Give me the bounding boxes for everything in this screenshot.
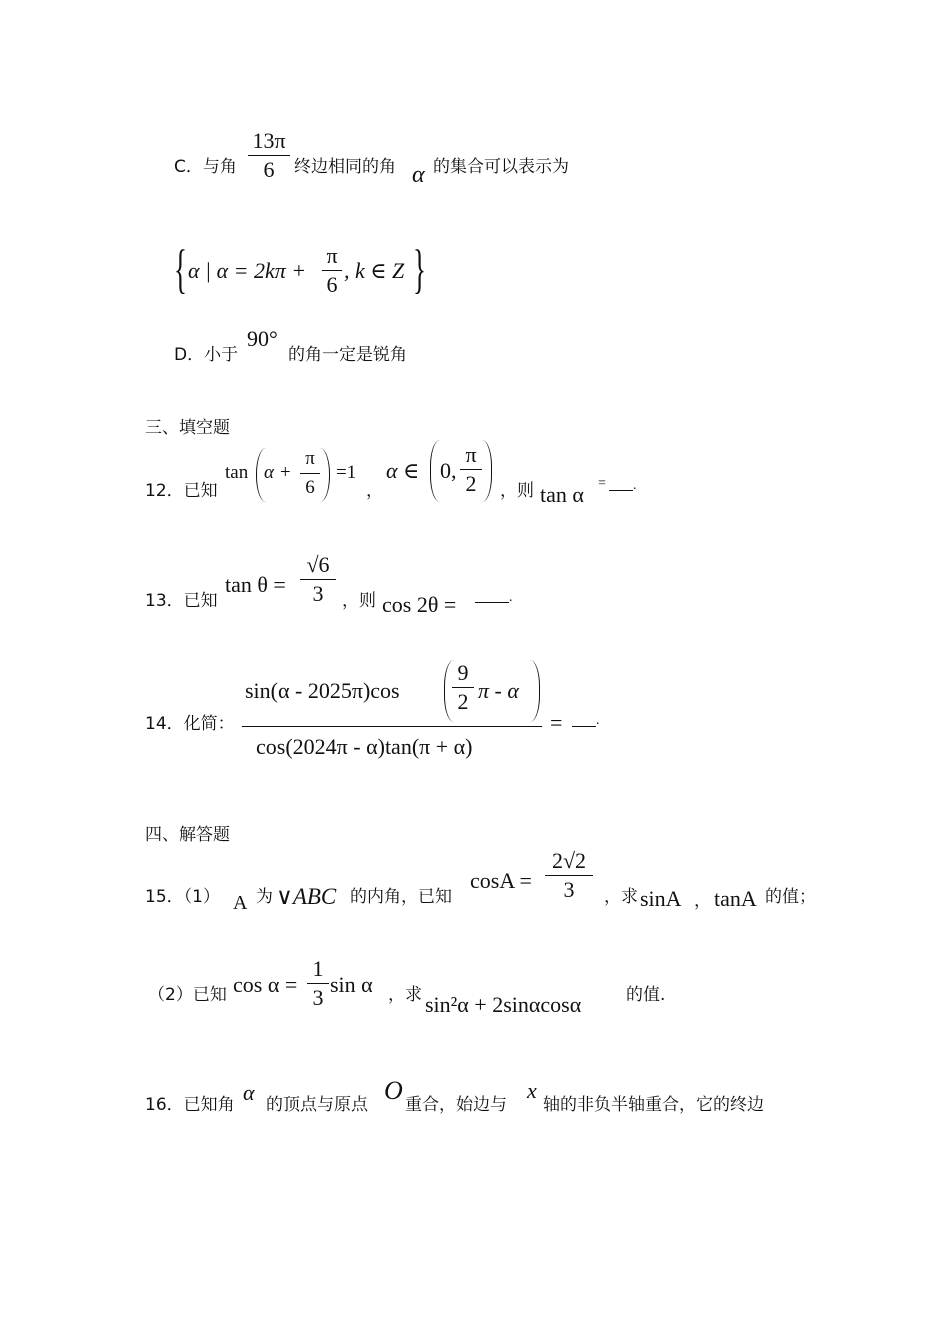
sin-A: sinA <box>640 886 682 911</box>
fraction-denominator: 6 <box>263 157 275 182</box>
sin-alpha: sin α <box>330 972 373 997</box>
fraction-numerator: π <box>326 243 338 268</box>
q13-fraction <box>300 552 336 607</box>
fraction-numerator: 13π <box>252 128 286 153</box>
q14-inner-fraction <box>452 660 474 715</box>
answer-blank[interactable] <box>475 602 509 603</box>
option-c-text-end: 的集合可以表示为 <box>433 157 569 177</box>
period: . <box>509 590 513 605</box>
q16-label: 16．已知角 <box>145 1095 235 1115</box>
q15-label: 15．（1） <box>145 887 220 907</box>
angle-90: 90° <box>247 326 278 351</box>
x-axis-symbol: x <box>527 1078 537 1103</box>
q16-text-2: 重合，始边与 <box>405 1095 507 1115</box>
equals-one: =1 <box>336 462 357 483</box>
tan-func: tan <box>225 462 249 483</box>
is-text: 为 <box>256 887 273 907</box>
q15-expression: sin²α + 2sinαcosα <box>425 992 582 1017</box>
fraction-denominator: 6 <box>326 272 338 297</box>
angle-A: A <box>233 892 248 914</box>
answer-blank[interactable] <box>572 726 596 727</box>
option-c-label: C．与角 <box>174 157 237 177</box>
q14-label: 14．化简： <box>145 714 235 734</box>
fraction-bar <box>242 726 542 727</box>
q15-part2-fraction <box>307 956 329 1011</box>
fraction-numerator: π <box>465 442 477 467</box>
q15-fraction <box>545 848 593 903</box>
fraction-numerator: 2√2 <box>551 848 587 873</box>
option-d-label: D．小于 <box>174 345 239 365</box>
ask-text: ，求 <box>604 887 638 907</box>
cos-A: cosA = <box>470 868 532 893</box>
alpha-symbol: α <box>243 1080 255 1105</box>
cos-alpha: cos α = <box>233 972 298 997</box>
set-close-brace: } <box>413 239 426 299</box>
q12-label: 12．已知 <box>145 481 218 501</box>
option-c-fraction <box>248 128 290 183</box>
origin-O: O <box>384 1076 403 1105</box>
q13-label: 13．已知 <box>145 591 218 611</box>
section-title-fill-blank: 三、填空题 <box>145 418 230 438</box>
set-open-brace: { <box>174 239 187 299</box>
tan-alpha: tan α <box>540 482 584 507</box>
fraction-numerator: π <box>305 448 315 469</box>
set-fraction <box>322 243 342 298</box>
separator: ， <box>694 891 711 911</box>
tan-A: tanA <box>714 886 757 911</box>
q14-denominator: cos(2024π - α)tan(π + α) <box>256 734 473 759</box>
q15-text-3: 的值. <box>626 985 666 1005</box>
q16-text-1: 的顶点与原点 <box>266 1095 368 1115</box>
fraction-denominator: 2 <box>457 689 469 714</box>
alpha-plus: α + <box>264 462 292 483</box>
fraction-denominator: 3 <box>312 985 324 1010</box>
option-c-text: 终边相同的角 <box>294 157 396 177</box>
alpha-symbol: α <box>412 162 425 188</box>
set-expression-tail: , k ∈ Z <box>344 258 405 283</box>
set-expression: α | α = 2kπ + <box>188 258 307 283</box>
alpha-in: α ∈ <box>386 458 420 483</box>
q12-fraction-2 <box>460 442 482 497</box>
fraction-numerator: √6 <box>306 552 330 577</box>
equals-sign: = <box>598 476 606 491</box>
fraction-numerator: 1 <box>312 956 324 981</box>
fraction-numerator: 9 <box>457 660 469 685</box>
q15-text-1: 的内角，已知 <box>350 887 452 907</box>
period: . <box>633 478 637 493</box>
q16-text-3: 轴的非负半轴重合，它的终边 <box>543 1095 764 1115</box>
then-text: ，则 <box>342 591 376 611</box>
tan-theta: tan θ = <box>225 572 286 597</box>
fraction-denominator: 3 <box>312 581 324 606</box>
equals-sign: = <box>550 710 563 735</box>
q14-numerator-right: π - α <box>478 678 519 703</box>
period: . <box>596 713 600 728</box>
zero: 0, <box>440 458 457 483</box>
section-title-answer: 四、解答题 <box>145 825 230 845</box>
fraction-denominator: 6 <box>305 477 315 498</box>
comma: ， <box>366 481 383 501</box>
q15-text-2: 的值； <box>765 887 816 907</box>
cos-2theta: cos 2θ = <box>382 592 457 617</box>
then-text: ，则 <box>500 481 534 501</box>
q15-part2-label: （2）已知 <box>148 985 227 1005</box>
answer-blank[interactable] <box>609 490 633 491</box>
q14-numerator-left: sin(α - 2025π)cos <box>245 678 400 703</box>
q12-fraction <box>300 446 320 501</box>
fraction-denominator: 2 <box>465 471 477 496</box>
ask-text-2: ，求 <box>388 985 422 1005</box>
fraction-denominator: 3 <box>563 877 575 902</box>
option-d-text: 的角一定是锐角 <box>288 345 407 365</box>
triangle-abc: ∨ABC <box>276 884 337 909</box>
